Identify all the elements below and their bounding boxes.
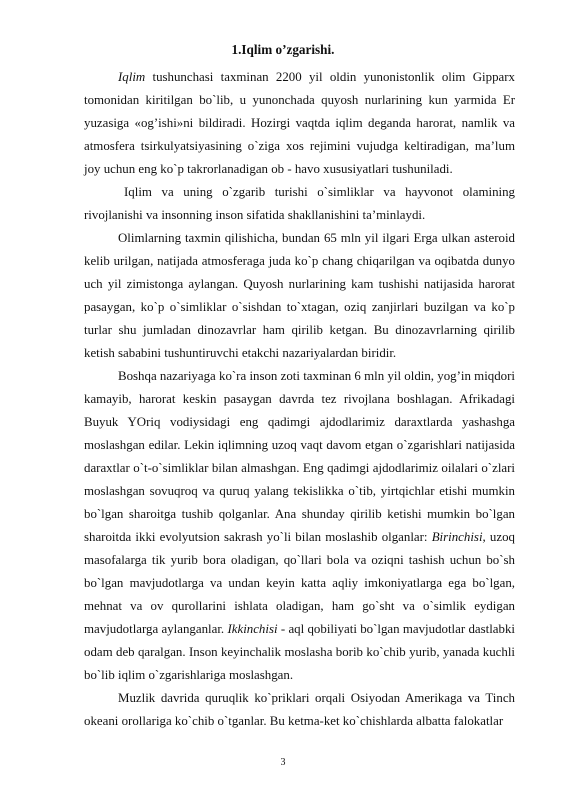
term-iqlim: Iqlim [118, 70, 146, 84]
paragraph-4-text-c: - aql qobiliyati bo`lgan mavjudotlar dastlabki odam deb qaralgan. Inson keyinchalik moslasha borib ko`chib yurib, yanada kuchli bo`lib iqlim o`zgarishlariga moslashgan. [84, 622, 515, 682]
paragraph-1 [84, 66, 515, 181]
paragraph-4-text-a: Boshqa nazariyaga ko`ra inson zoti taxminan 6 mln yil oldin, yog’in miqdori kamayib, harorat keskin pasaygan davrda tez rivojlana boshlagan. Afrikadagi Buyuk YOriq vodiysidagi eng qadimgi ajdodlarimiz daraxtlarda yashashga moslashgan edilar. Lekin iqlimning uzoq vaqt davom etgan o`zgarishlari natijasida daraxtlar o`t-o`simliklar bilan almashgan. Eng qadimgi ajdodlarimiz oilalari o`zlari moslashgan sovuqroq va quruq yalang tekislikka o`tib, yirtqichlar etishi mumkin bo`lgan sharoitga tushib qolganlar. Ana shunday qirilib ketishi mumkin bo`lgan sharoitda ikki evolyutsion sakrash yo`li bilan moslashib olganlar: [84, 369, 515, 544]
section-title: 1.Iqlim o’zgarishi. [231, 42, 335, 57]
emphasis-birinchisi: Birinchisi, [431, 530, 486, 544]
paragraph-4 [84, 365, 515, 687]
paragraph-2: Iqlim va uning o`zgarib turishi o`simliklar va hayvonot olamining rivojlanishi va insonning inson sifatida shakllanishini ta’minlaydi. [84, 185, 515, 222]
paragraph-3: Olimlarning taxmin qilishicha, bundan 65 mln yil ilgari Erga ulkan asteroid kelib urilgan, natijada atmosferaga juda ko`p chang chiqarilgan va oqibatda dunyo uch yil zimistonga aylangan. Quyosh nurlarining kam tushishi natijasida harorat pasaygan, ko`p o`simliklar o`sishdan to`xtagan, oziq zanjirlari buzilgan va ko`p turlar shu jumladan dinozavrlar ham qirilib ketgan. Bu dinozavrlarning qirilib ketish sababini tushuntiruvchi etakchi nazariyalardan biridir. [84, 231, 515, 360]
paragraph-5: Muzlik davrida quruqlik ko`priklari orqali Osiyodan Amerikaga va Tinch okeani orollariga ko`chib o`tganlar. Bu ketma-ket ko`chishlarda albatta falokatlar [84, 691, 515, 728]
body-text [84, 66, 515, 733]
paragraph-1-text: tushunchasi taxminan 2200 yil oldin yunonistonlik olim Gipparx tomonidan kiritilgan bo`lib, u yunonchada quyosh nurlarining kun yarmida Er yuzasiga «og’ishi»ni bildiradi. Hozirgi vaqtda iqlim deganda harorat, namlik va atmosfera tsirkulyatsiyasining o`ziga xos rejimini vujudga keltiradigan, ma’lum joy uchun eng ko`p takrorlanadigan ob - havo xususiyatlari tushuniladi. [84, 70, 515, 176]
page-number: 3 [280, 757, 286, 768]
paragraph-4-text-b: uzoq masofalarga tik yurib bora oladigan, qo`llari bola va oziqni tashish uchun bo`sh bo`lgan mavjudotlarga va undan keyin katta aqliy imkoniyatlarga ega bo`lgan, mehnat va ov qurollarini ishlata oladigan, ham go`sht va o`simlik eydigan mavjudotlarga aylanganlar. [84, 530, 515, 636]
emphasis-ikkinchisi: Ikkinchisi [227, 622, 278, 636]
